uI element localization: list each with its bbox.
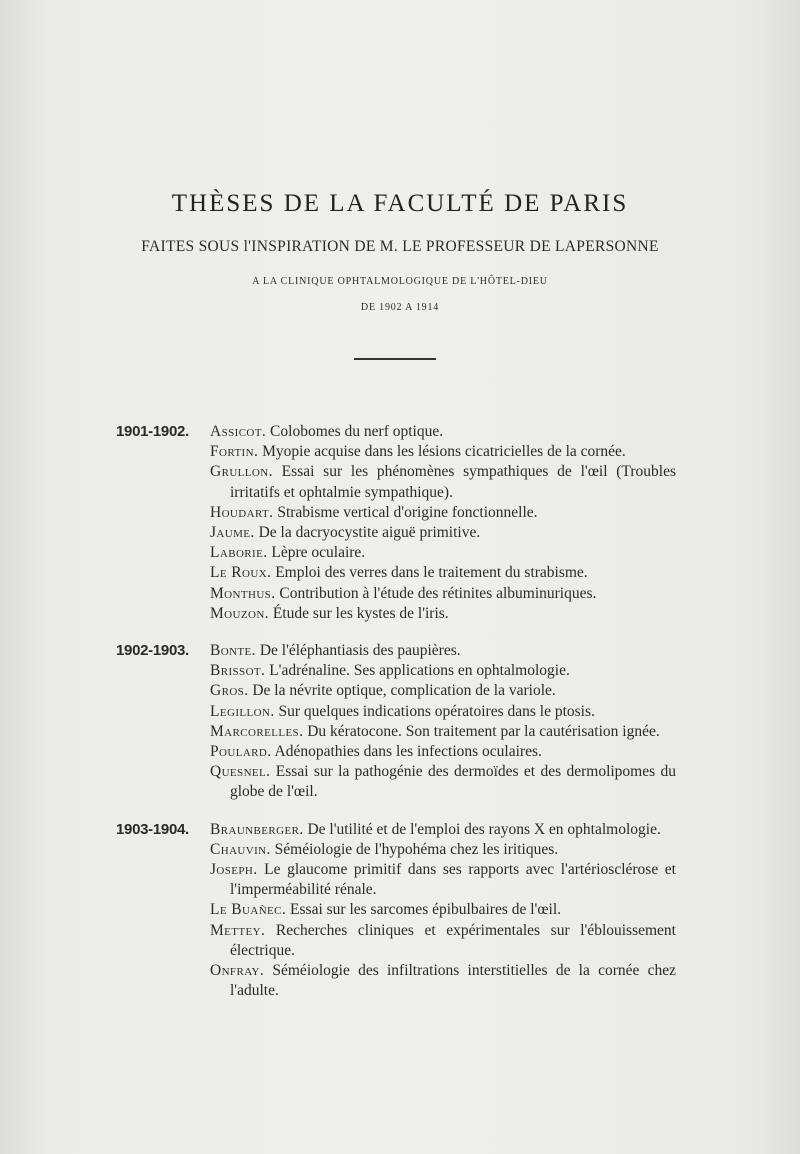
thesis-title: Contribution à l'étude des rétinites albuminuriques. bbox=[275, 584, 597, 602]
thesis-author: Houdart. bbox=[210, 503, 274, 521]
page-title: THÈSES DE LA FACULTÉ DE PARIS bbox=[171, 190, 629, 217]
thesis-title: De l'utilité et de l'emploi des rayons X en ophtalmologie. bbox=[303, 820, 661, 838]
thesis-author: Chauvin. bbox=[210, 840, 271, 858]
thesis-entry bbox=[210, 900, 676, 920]
thesis-title: Emploi des verres dans le traitement du strabisme. bbox=[271, 564, 588, 582]
year-group bbox=[116, 820, 676, 1002]
thesis-entry bbox=[210, 681, 676, 701]
thesis-entry bbox=[210, 641, 676, 661]
page-subtitle: FAITES SOUS l'INSPIRATION DE M. LE PROFESSEUR DE LAPERSONNE bbox=[141, 238, 659, 255]
thesis-author: Marcorelles. bbox=[210, 722, 304, 740]
thesis-entry bbox=[210, 840, 676, 860]
thesis-title: Le glaucome primitif dans ses rapports avec l'artériosclérose et l'imperméabilité rénale. bbox=[230, 861, 676, 899]
thesis-author: Joseph. bbox=[210, 861, 258, 879]
thesis-author: Mettey. bbox=[210, 921, 266, 939]
thesis-author: Quesnel. bbox=[210, 763, 271, 781]
thesis-entry bbox=[210, 422, 676, 442]
thesis-entry bbox=[210, 442, 676, 462]
thesis-author: Assicot. bbox=[210, 423, 267, 440]
year-label: 1902-1903. bbox=[116, 642, 189, 660]
thesis-entry bbox=[210, 523, 676, 543]
thesis-title: Strabisme vertical d'origine fonctionnelle. bbox=[273, 503, 538, 521]
thesis-title: Du kératocone. Son traitement par la cautérisation ignée. bbox=[303, 722, 660, 740]
thesis-author: Gros. bbox=[210, 682, 249, 700]
thesis-title: Adénopathies dans les infections oculaires. bbox=[271, 743, 542, 761]
thesis-title: Recherches cliniques et expérimentales sur l'éblouissement électrique. bbox=[230, 921, 676, 959]
year-group bbox=[116, 641, 676, 803]
year-label: 1901-1902. bbox=[116, 423, 189, 440]
thesis-entry bbox=[210, 563, 676, 583]
thesis-title: De la dacryocystite aiguë primitive. bbox=[254, 524, 481, 542]
thesis-title: L'adrénaline. Ses applications en ophtalmologie. bbox=[265, 662, 570, 680]
thesis-author: Laborie. bbox=[210, 544, 268, 562]
thesis-author: Mouzon. bbox=[210, 604, 269, 622]
thesis-author: Braunberger. bbox=[210, 820, 304, 838]
thesis-title: Lèpre oculaire. bbox=[267, 544, 366, 562]
thesis-title: Étude sur les kystes de l'iris. bbox=[268, 604, 449, 622]
thesis-author: Le Buañec. bbox=[210, 901, 287, 919]
thesis-author: Grullon. bbox=[210, 463, 273, 481]
clinic-line: A LA CLINIQUE OPHTALMOLOGIQUE DE L'HÔTEL-DIEU bbox=[252, 276, 548, 287]
thesis-entry bbox=[210, 961, 676, 1001]
thesis-author: Brissot. bbox=[210, 662, 266, 680]
thesis-entry bbox=[210, 762, 676, 802]
thesis-author: Le Roux. bbox=[210, 564, 272, 582]
thesis-list bbox=[116, 422, 676, 1018]
thesis-entry bbox=[210, 661, 676, 681]
thesis-entry bbox=[210, 503, 676, 523]
thesis-author: Onfray. bbox=[210, 962, 265, 980]
thesis-author: Bonte. bbox=[210, 642, 256, 660]
thesis-entry bbox=[210, 921, 676, 961]
thesis-entry bbox=[210, 722, 676, 742]
thesis-author: Jaume. bbox=[210, 524, 255, 542]
thesis-title: De l'éléphantiasis des paupières. bbox=[255, 642, 461, 660]
thesis-entry bbox=[210, 462, 676, 502]
thesis-title: De la névrite optique, complication de la variole. bbox=[248, 682, 556, 700]
thesis-entry bbox=[210, 860, 676, 900]
year-label: 1903-1904. bbox=[116, 820, 189, 838]
thesis-title: Essai sur les sarcomes épibulbaires de l'œil. bbox=[286, 901, 562, 919]
thesis-author: Poulard. bbox=[210, 743, 272, 761]
thesis-title: Myopie acquise dans les lésions cicatricielles de la cornée. bbox=[258, 443, 626, 461]
date-range: DE 1902 A 1914 bbox=[360, 302, 440, 313]
thesis-author: Monthus. bbox=[210, 584, 276, 602]
thesis-author: Legillon. bbox=[210, 702, 275, 720]
thesis-entry bbox=[210, 820, 676, 840]
thesis-title: Colobomes du nerf optique. bbox=[266, 423, 444, 440]
thesis-entry bbox=[210, 604, 676, 624]
thesis-title: Essai sur la pathogénie des dermoïdes et des dermolipomes du globe de l'œil. bbox=[230, 763, 676, 801]
thesis-title: Essai sur les phénomènes sympathiques de l'œil (Troubles irritatifs et ophtalmie sympathique). bbox=[230, 463, 676, 501]
thesis-entry bbox=[210, 543, 676, 563]
thesis-author: Fortin. bbox=[210, 443, 259, 461]
thesis-title: Séméiologie des infiltrations interstitielles de la cornée chez l'adulte. bbox=[230, 962, 676, 1000]
thesis-entry bbox=[210, 702, 676, 722]
year-group bbox=[116, 422, 676, 624]
thesis-entry bbox=[210, 742, 676, 762]
thesis-title: Séméiologie de l'hypohéma chez les iritiques. bbox=[270, 840, 559, 858]
thesis-title: Sur quelques indications opératoires dans le ptosis. bbox=[274, 702, 595, 720]
title-divider bbox=[354, 358, 436, 360]
thesis-entry bbox=[210, 584, 676, 604]
